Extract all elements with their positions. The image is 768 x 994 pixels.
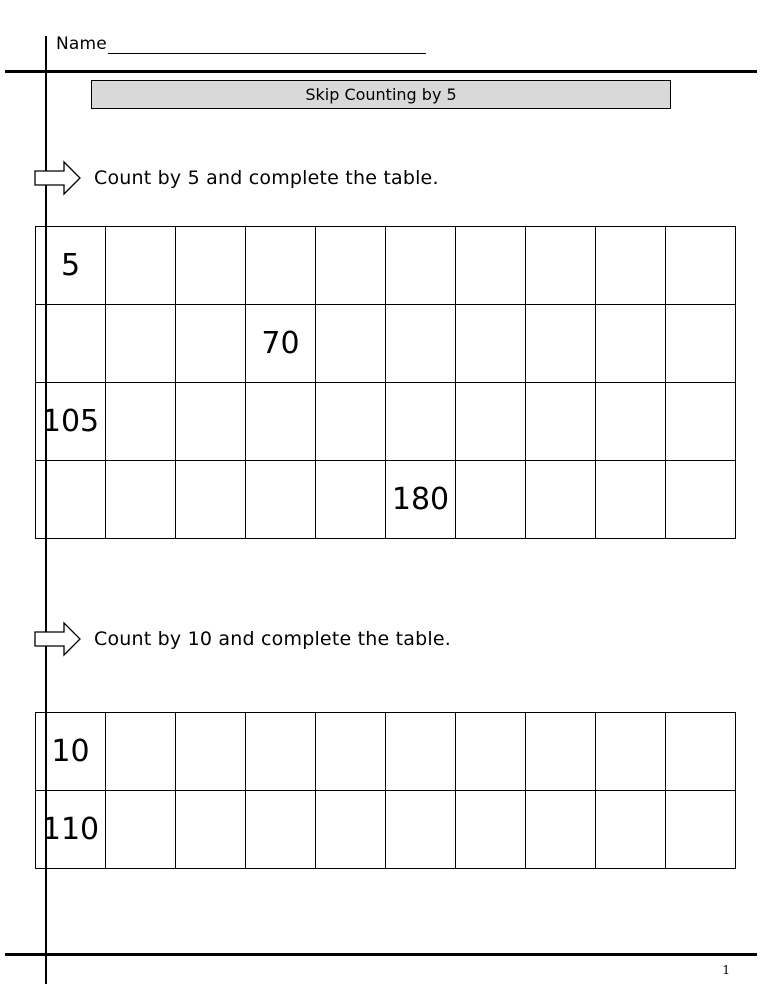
given-number-cell: 5	[36, 227, 106, 305]
name-label: Name	[56, 34, 107, 54]
answer-cell[interactable]	[106, 227, 176, 305]
name-field	[56, 34, 426, 54]
answer-cell[interactable]	[386, 227, 456, 305]
answer-cell[interactable]	[456, 461, 526, 539]
answer-cell[interactable]	[456, 227, 526, 305]
page-number: 1	[722, 963, 730, 977]
answer-cell[interactable]	[316, 461, 386, 539]
table-row	[36, 227, 736, 305]
worksheet-title-bar	[91, 80, 671, 109]
instruction-count-by-5	[34, 160, 439, 196]
footer-rule	[5, 953, 757, 956]
answer-cell[interactable]	[456, 713, 526, 791]
given-number-cell: 110	[36, 791, 106, 869]
answer-cell[interactable]	[386, 713, 456, 791]
given-number-cell: 70	[246, 305, 316, 383]
answer-cell[interactable]	[36, 461, 106, 539]
answer-cell[interactable]	[596, 227, 666, 305]
answer-cell[interactable]	[176, 305, 246, 383]
answer-cell[interactable]	[246, 227, 316, 305]
answer-cell[interactable]	[666, 461, 736, 539]
answer-cell[interactable]	[386, 383, 456, 461]
worksheet-title: Skip Counting by 5	[305, 85, 457, 104]
answer-cell[interactable]	[456, 383, 526, 461]
answer-cell[interactable]	[596, 461, 666, 539]
answer-cell[interactable]	[36, 305, 106, 383]
count-by-5-table	[35, 226, 736, 539]
answer-cell[interactable]	[666, 713, 736, 791]
answer-cell[interactable]	[456, 791, 526, 869]
instruction-text: Count by 5 and complete the table.	[94, 167, 439, 189]
answer-cell[interactable]	[176, 791, 246, 869]
answer-cell[interactable]	[106, 383, 176, 461]
header-rule	[5, 70, 757, 73]
answer-cell[interactable]	[316, 713, 386, 791]
answer-cell[interactable]	[316, 227, 386, 305]
given-number-cell: 180	[386, 461, 456, 539]
answer-cell[interactable]	[666, 227, 736, 305]
answer-cell[interactable]	[316, 383, 386, 461]
table-row	[36, 305, 736, 383]
answer-cell[interactable]	[386, 791, 456, 869]
table-row	[36, 791, 736, 869]
answer-cell[interactable]	[316, 305, 386, 383]
answer-cell[interactable]	[176, 227, 246, 305]
right-arrow-icon	[34, 160, 82, 196]
answer-cell[interactable]	[526, 383, 596, 461]
answer-cell[interactable]	[596, 305, 666, 383]
answer-cell[interactable]	[106, 791, 176, 869]
name-blank-line[interactable]	[108, 35, 426, 54]
answer-cell[interactable]	[526, 713, 596, 791]
answer-cell[interactable]	[526, 305, 596, 383]
table-row	[36, 713, 736, 791]
given-number-cell: 105	[36, 383, 106, 461]
answer-cell[interactable]	[526, 227, 596, 305]
answer-cell[interactable]	[526, 791, 596, 869]
answer-cell[interactable]	[106, 461, 176, 539]
answer-cell[interactable]	[246, 383, 316, 461]
answer-cell[interactable]	[176, 461, 246, 539]
answer-cell[interactable]	[666, 305, 736, 383]
answer-cell[interactable]	[666, 383, 736, 461]
answer-cell[interactable]	[246, 713, 316, 791]
given-number-cell: 10	[36, 713, 106, 791]
right-arrow-icon	[34, 621, 82, 657]
table-row	[36, 461, 736, 539]
instruction-count-by-10	[34, 621, 451, 657]
answer-cell[interactable]	[246, 461, 316, 539]
answer-cell[interactable]	[106, 305, 176, 383]
instruction-text: Count by 10 and complete the table.	[94, 628, 451, 650]
answer-cell[interactable]	[596, 791, 666, 869]
answer-cell[interactable]	[526, 461, 596, 539]
answer-cell[interactable]	[246, 791, 316, 869]
answer-cell[interactable]	[316, 791, 386, 869]
count-by-10-table	[35, 712, 736, 869]
answer-cell[interactable]	[596, 713, 666, 791]
answer-cell[interactable]	[596, 383, 666, 461]
answer-cell[interactable]	[386, 305, 456, 383]
table-row	[36, 383, 736, 461]
answer-cell[interactable]	[456, 305, 526, 383]
answer-cell[interactable]	[106, 713, 176, 791]
answer-cell[interactable]	[176, 383, 246, 461]
answer-cell[interactable]	[176, 713, 246, 791]
answer-cell[interactable]	[666, 791, 736, 869]
